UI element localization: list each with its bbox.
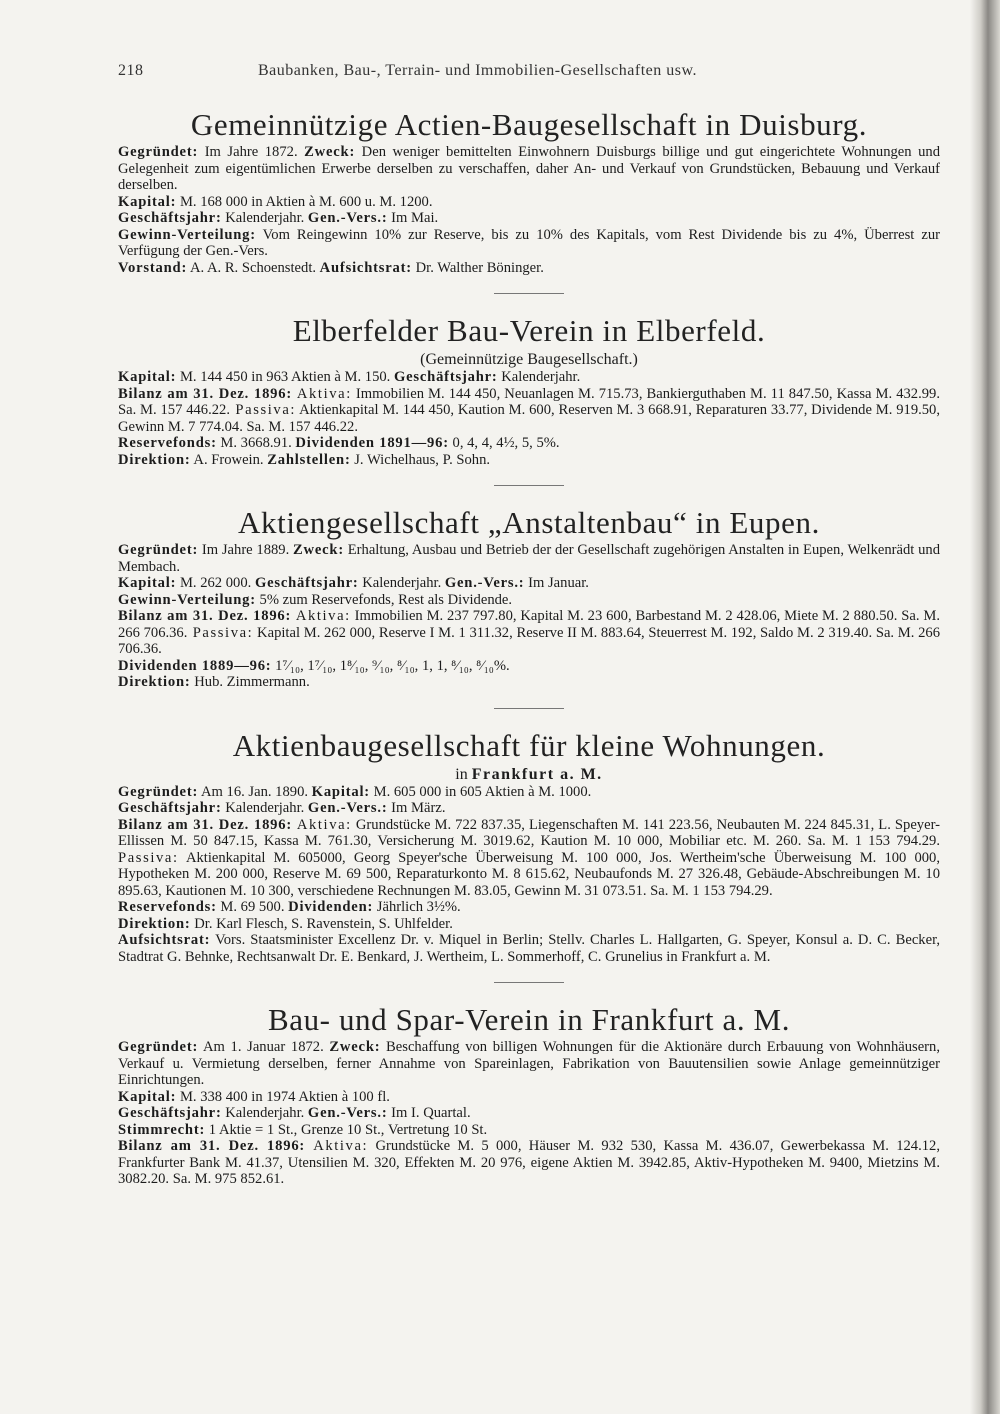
label-gegruendet: Gegründet: xyxy=(118,542,199,558)
value-kapital: M. 168 000 in Aktien à M. 600 u. M. 1200. xyxy=(176,193,433,210)
entry-subtitle xyxy=(118,765,940,784)
section-divider xyxy=(494,485,564,486)
value-direktion: Hub. Zimmermann. xyxy=(190,674,310,690)
value-aktiva: Immobilien M. 237 797.80, Kapital M. 23 600, Barbestand M. 2 428.06, Miete M. 2 880.50. Sa. M. 266 706.36. xyxy=(118,608,940,641)
label-direktion: Direktion: xyxy=(118,451,191,468)
label-passiva: Passiva: xyxy=(187,624,254,641)
entry-duisburg xyxy=(118,106,940,276)
value-direktion: Dr. Karl Flesch, S. Ravenstein, S. Uhlfelder. xyxy=(190,915,453,932)
label-vorstand: Vorstand: xyxy=(118,259,188,276)
entry-body xyxy=(118,542,940,691)
value-geschaeftsjahr: Kalenderjahr. xyxy=(358,575,445,591)
label-zweck: Zweck: xyxy=(329,1039,381,1055)
value-direktion: A. Frowein. xyxy=(190,451,268,468)
label-zahlstellen: Zahlstellen: xyxy=(267,451,351,468)
label-gewinn-verteilung: Gewinn-Verteilung: xyxy=(118,591,256,608)
label-kapital: Kapital: xyxy=(311,783,370,800)
value-gen-vers: Im März. xyxy=(387,800,446,816)
entry-body xyxy=(118,1039,940,1188)
entry-body xyxy=(118,144,940,276)
entry-eupen xyxy=(118,504,940,691)
label-geschaeftsjahr: Geschäftsjahr: xyxy=(118,210,222,226)
label-gen-vers: Gen.-Vers.: xyxy=(307,210,388,226)
label-gegruendet: Gegründet: xyxy=(118,144,199,160)
entry-elberfeld xyxy=(118,312,940,468)
value-gegruendet: Am 1. Januar 1872. xyxy=(198,1039,330,1055)
label-dividenden: Dividenden 1891—96: xyxy=(295,435,449,451)
label-aktiva: Aktiva: xyxy=(291,608,351,624)
label-dividenden: Dividenden: xyxy=(288,899,374,915)
value-aufsichtsrat: Dr. Walther Böninger. xyxy=(411,259,544,276)
value-geschaeftsjahr: Kalenderjahr. xyxy=(221,800,308,816)
running-title: Baubanken, Bau-, Terrain- und Immobilien-Gesellschaften usw. xyxy=(258,62,697,79)
value-dividenden: 1⁷⁄₁₀, 1⁷⁄₁₀, 1⁸⁄₁₀, ⁹⁄₁₀, ⁸⁄₁₀, 1, 1, ⁸⁄₁₀, ⁸⁄₁₀%. xyxy=(271,657,510,674)
section-divider xyxy=(494,982,564,983)
label-bilanz: Bilanz am 31. Dez. 1896: xyxy=(118,608,292,624)
label-reservefonds: Reservefonds: xyxy=(118,435,217,451)
entry-subtitle: (Gemeinnützige Baugesellschaft.) xyxy=(420,351,638,368)
label-zweck: Zweck: xyxy=(304,144,356,160)
value-dividenden: Jährlich 3½%. xyxy=(373,899,461,915)
value-kapital: M. 144 450 in 963 Aktien à M. 150. xyxy=(176,369,394,385)
label-aufsichtsrat: Aufsichtsrat: xyxy=(118,932,211,948)
running-header xyxy=(118,62,940,86)
value-gen-vers: Im Mai. xyxy=(387,210,439,226)
label-aktiva: Aktiva: xyxy=(292,816,352,833)
value-zweck: Den weniger bemittelten Einwohnern Duisburgs billige und gut eingerichtete Wohnungen und Gelegenheit zum eigentümlichen Erwerbe derselben zu verschaffen, daher An- und Verkauf von Grundstücken, Bebauung und Verkauf derselben. xyxy=(118,144,940,193)
value-zweck: Erhaltung, Ausbau und Betrieb der der Gesellschaft zugehörigen Anstalten in Eupen, Welkenrädt und Membach. xyxy=(118,542,940,575)
label-geschaeftsjahr: Geschäftsjahr: xyxy=(118,1105,222,1121)
label-geschaeftsjahr: Geschäftsjahr: xyxy=(254,575,359,591)
value-gegruendet: Am 16. Jan. 1890. xyxy=(198,783,312,800)
value-zahlstellen: J. Wichelhaus, P. Sohn. xyxy=(350,451,491,468)
page-number: 218 xyxy=(118,62,144,79)
label-gewinn-verteilung: Gewinn-Verteilung: xyxy=(118,226,256,243)
value-kapital: M. 605 000 in 605 Aktien à M. 1000. xyxy=(369,783,592,800)
document-page xyxy=(118,62,940,1188)
section-divider xyxy=(494,293,564,294)
label-stimmrecht: Stimmrecht: xyxy=(118,1121,206,1138)
value-gegruendet: Im Jahre 1889. xyxy=(198,542,293,558)
label-kapital: Kapital: xyxy=(118,369,177,385)
label-passiva: Passiva: xyxy=(230,402,297,418)
subtitle-location: Frankfurt a. M. xyxy=(471,765,603,783)
label-aktiva: Aktiva: xyxy=(292,385,352,402)
value-gen-vers: Im Januar. xyxy=(524,575,589,591)
label-geschaeftsjahr: Geschäftsjahr: xyxy=(118,800,222,816)
label-bilanz: Bilanz am 31. Dez. 1896: xyxy=(118,816,293,833)
label-gen-vers: Gen.-Vers.: xyxy=(444,575,525,591)
value-zweck: Beschaffung von billigen Wohnungen für die Aktionäre durch Erbauung von Wohnhäusern, Verkauf u. Vermietung derselben, ferner Annahme von Spareinlagen, Fabrikation von Bauutensilien sowie Anlage gemeinnütziger Einrichtungen. xyxy=(118,1039,940,1088)
value-passiva: Aktienkapital M. 144 450, Kaution M. 600, Reserven M. 3 668.91, Reparaturen 33.77, Dividende M. 919.50, Gewinn M. 7 774.04. Sa. M. 157 446.22. xyxy=(118,402,941,435)
label-aktiva: Aktiva: xyxy=(305,1138,369,1154)
entry-title: Bau- und Spar-Verein in Frankfurt a. M. xyxy=(267,1002,791,1037)
entry-body xyxy=(118,369,940,468)
entry-title: Elberfelder Bau-Verein in Elberfeld. xyxy=(292,313,766,348)
value-aktiva: Immobilien M. 144 450, Neuanlagen M. 715.73, Bankierguthaben M. 11 847.50, Kassa M. 432.99. Sa. M. 157 446.22. xyxy=(118,385,940,418)
book-binding-edge xyxy=(970,0,1000,1414)
value-gegruendet: Im Jahre 1872. xyxy=(198,144,305,160)
value-reservefonds: M. 3668.91. xyxy=(216,435,296,451)
subtitle-prefix: in xyxy=(455,765,472,783)
value-kapital: M. 338 400 in 1974 Aktien à 100 fl. xyxy=(176,1088,390,1105)
label-kapital: Kapital: xyxy=(118,575,177,591)
entry-title: Gemeinnützige Actien-Baugesellschaft in Duisburg. xyxy=(190,107,868,142)
section-divider xyxy=(494,708,564,709)
label-kapital: Kapital: xyxy=(118,1088,177,1105)
label-geschaeftsjahr: Geschäftsjahr: xyxy=(393,369,498,385)
value-passiva: Aktienkapital M. 605000, Georg Speyer'sche Überweisung M. 100 000, Jos. Wertheim'sche Überweisung M. 100 000, Hypotheken M. 200 000, Reserve M. 69 500, Reparaturkonto M. 8 615.62, Neubaufonds M. 27 326.48, Gebäude-Abschreibungen M. 10 895.63, Kautionen M. 10 300, verschiedene Rechnungen M. 83.05, Gewinn M. 31 073.51. Sa. M. 1 153 794.29. xyxy=(118,849,940,899)
value-geschaeftsjahr: Kalenderjahr. xyxy=(221,1105,308,1121)
value-stimmrecht: 1 Aktie = 1 St., Grenze 10 St., Vertretung 10 St. xyxy=(205,1121,488,1138)
value-gewinn-verteilung: 5% zum Reservefonds, Rest als Dividende. xyxy=(255,591,513,608)
label-aufsichtsrat: Aufsichtsrat: xyxy=(319,259,412,276)
value-gewinn-verteilung: Vom Reingewinn 10% zur Reserve, bis zu 10% des Kapitals, vom Rest Dividende bis zu 4%, Überrest zur Verfügung der Gen.-Vers. xyxy=(118,226,940,259)
label-bilanz: Bilanz am 31. Dez. 1896: xyxy=(118,385,293,402)
label-bilanz: Bilanz am 31. Dez. 1896: xyxy=(118,1138,306,1154)
value-aufsichtsrat: Vors. Staatsminister Excellenz Dr. v. Miquel in Berlin; Stellv. Charles L. Hallgarten, G. Speyer, Konsul a. D. C. Becker, Stadtrat G. Behnke, Rechtsanwalt Dr. E. Benkard, J. Wertheim, L. Sommerhoff, C. Grunelius in Frankfurt a. M. xyxy=(118,932,940,965)
value-vorstand: A. A. R. Schoenstedt. xyxy=(187,259,320,276)
value-geschaeftsjahr: Kalenderjahr. xyxy=(221,210,308,226)
label-zweck: Zweck: xyxy=(292,542,344,558)
label-kapital: Kapital: xyxy=(118,193,177,210)
entry-frankfurt-bau-spar-verein xyxy=(118,1001,940,1188)
entry-body xyxy=(118,784,940,966)
label-direktion: Direktion: xyxy=(118,674,191,690)
value-aktiva: Grundstücke M. 722 837.35, Liegenschaften M. 141 223.56, Neubauten M. 224 845.31, L. Speyer-Ellissen M. 50 847.15, Kassa M. 761.30, Versicherung M. 3019.62, Kaution M. 10 000, Mobiliar etc. M. 260. Sa. M. 1 153 794.29. xyxy=(118,816,940,849)
label-passiva: Passiva: xyxy=(118,849,179,866)
value-reservefonds: M. 69 500. xyxy=(216,899,289,915)
label-dividenden: Dividenden 1889—96: xyxy=(118,657,272,674)
value-kapital: M. 262 000. xyxy=(176,575,255,591)
label-gegruendet: Gegründet: xyxy=(118,1039,199,1055)
value-gen-vers: Im I. Quartal. xyxy=(387,1105,471,1121)
label-direktion: Direktion: xyxy=(118,915,191,932)
value-aktiva: Grundstücke M. 5 000, Häuser M. 932 530, Kassa M. 436.07, Gewerbekassa M. 124.12, Frankfurter Bank M. 41.37, Utensilien M. 320, Effekten M. 20 976, eigene Aktien M. 3942.85, Aktiv-Hypotheken M. 9400, Mietzins M. 3082.20. Sa. M. 975 852.61. xyxy=(118,1138,940,1187)
entry-frankfurt-kleine-wohnungen xyxy=(118,727,940,966)
value-passiva: Kapital M. 262 000, Reserve I M. 1 311.32, Reserve II M. 883.64, Steuerrest M. 192, Saldo M. 2 319.40. Sa. M. 266 706.36. xyxy=(118,624,941,657)
value-geschaeftsjahr: Kalenderjahr. xyxy=(497,369,581,385)
entry-title: Aktienbaugesellschaft für kleine Wohnungen. xyxy=(232,727,826,763)
label-gen-vers: Gen.-Vers.: xyxy=(307,1105,388,1121)
label-gegruendet: Gegründet: xyxy=(118,783,199,800)
label-gen-vers: Gen.-Vers.: xyxy=(307,800,388,816)
entry-title: Aktiengesellschaft „Anstaltenbau“ in Eupen. xyxy=(238,505,820,540)
label-reservefonds: Reservefonds: xyxy=(118,899,217,915)
value-dividenden: 0, 4, 4, 4½, 5, 5%. xyxy=(448,435,560,451)
